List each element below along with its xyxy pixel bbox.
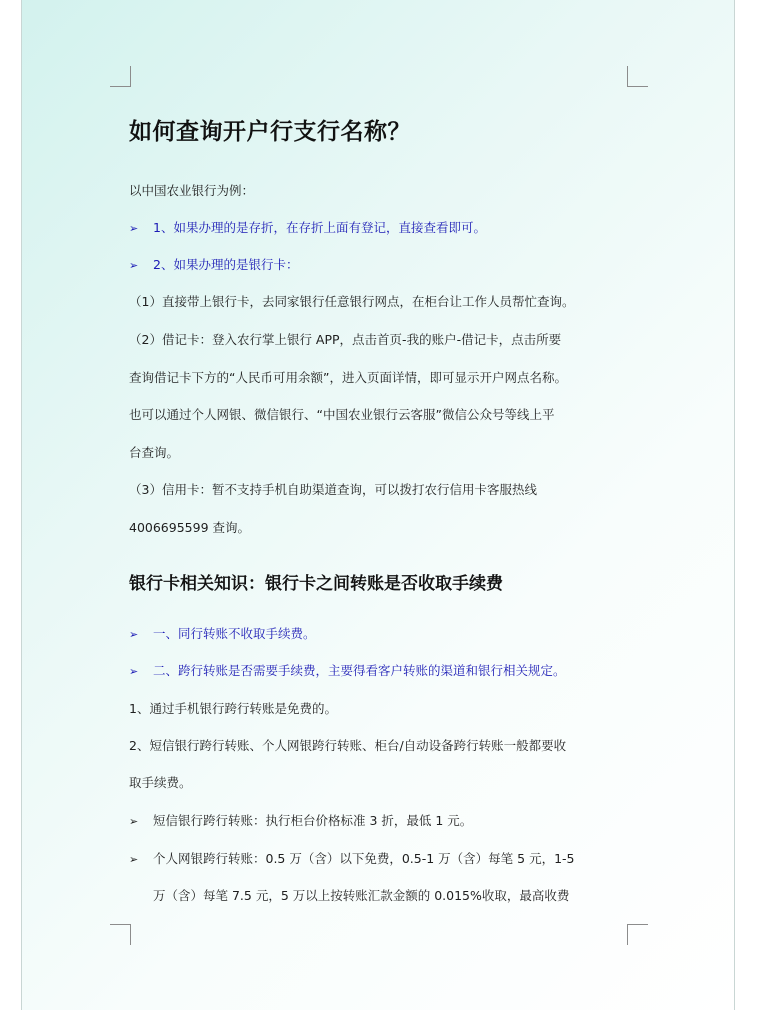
bullet-continuation: 万（含）每笔 7.5 元，5 万以上按转账汇款金额的 0.015%收取，最高收费 bbox=[153, 888, 570, 903]
bullet-arrow-icon: ➢ bbox=[129, 222, 139, 235]
paragraph: 取手续费。 bbox=[129, 775, 192, 790]
margin-corner-top-left bbox=[110, 66, 131, 87]
paragraph: （3）信用卡：暂不支持手机自助渠道查询，可以拨打农行信用卡客服热线 bbox=[129, 482, 537, 497]
paragraph: 台查询。 bbox=[129, 445, 180, 460]
bullet-arrow-icon: ➢ bbox=[129, 853, 139, 866]
paragraph: 以中国农业银行为例： bbox=[129, 183, 255, 198]
bullet-text: 短信银行跨行转账：执行柜台价格标准 3 折，最低 1 元。 bbox=[153, 813, 473, 828]
bullet-item bbox=[129, 624, 316, 644]
paragraph: 查询借记卡下方的“人民币可用余额”，进入页面详情，即可显示开户网点名称。 bbox=[129, 370, 567, 385]
document-page bbox=[21, 0, 735, 1010]
paragraph: 4006695599 查询。 bbox=[129, 520, 251, 535]
bullet-text: 二、跨行转账是否需要手续费，主要得看客户转账的渠道和银行相关规定。 bbox=[153, 663, 566, 678]
bullet-text: 个人网银跨行转账：0.5 万（含）以下免费，0.5-1 万（含）每笔 5 元，1-5 bbox=[153, 851, 575, 866]
paragraph: （1）直接带上银行卡，去同家银行任意银行网点，在柜台让工作人员帮忙查询。 bbox=[129, 294, 575, 309]
bullet-item bbox=[129, 218, 486, 238]
document-title: 如何查询开户行支行名称？ bbox=[129, 118, 411, 145]
paragraph: 2、短信银行跨行转账、个人网银跨行转账、柜台/自动设备跨行转账一般都要收 bbox=[129, 738, 567, 753]
margin-corner-top-right bbox=[627, 66, 648, 87]
bullet-text: 2、如果办理的是银行卡： bbox=[153, 257, 299, 272]
paragraph: 1、通过手机银行跨行转账是免费的。 bbox=[129, 701, 337, 716]
section-heading: 银行卡相关知识：银行卡之间转账是否收取手续费 bbox=[129, 574, 503, 594]
bullet-arrow-icon: ➢ bbox=[129, 665, 139, 678]
bullet-item bbox=[129, 849, 575, 869]
bullet-item bbox=[129, 811, 472, 831]
bullet-item bbox=[129, 255, 298, 275]
margin-corner-bottom-left bbox=[110, 924, 131, 945]
bullet-arrow-icon: ➢ bbox=[129, 815, 139, 828]
bullet-text: 一、同行转账不收取手续费。 bbox=[153, 626, 316, 641]
paragraph: 也可以通过个人网银、微信银行、“中国农业银行云客服”微信公众号等线上平 bbox=[129, 407, 555, 422]
bullet-arrow-icon: ➢ bbox=[129, 259, 139, 272]
paragraph: （2）借记卡：登入农行掌上银行 APP，点击首页-我的账户-借记卡，点击所要 bbox=[129, 332, 562, 347]
margin-corner-bottom-right bbox=[627, 924, 648, 945]
bullet-item bbox=[129, 661, 566, 681]
bullet-text: 1、如果办理的是存折，在存折上面有登记，直接查看即可。 bbox=[153, 220, 486, 235]
bullet-arrow-icon: ➢ bbox=[129, 628, 139, 641]
